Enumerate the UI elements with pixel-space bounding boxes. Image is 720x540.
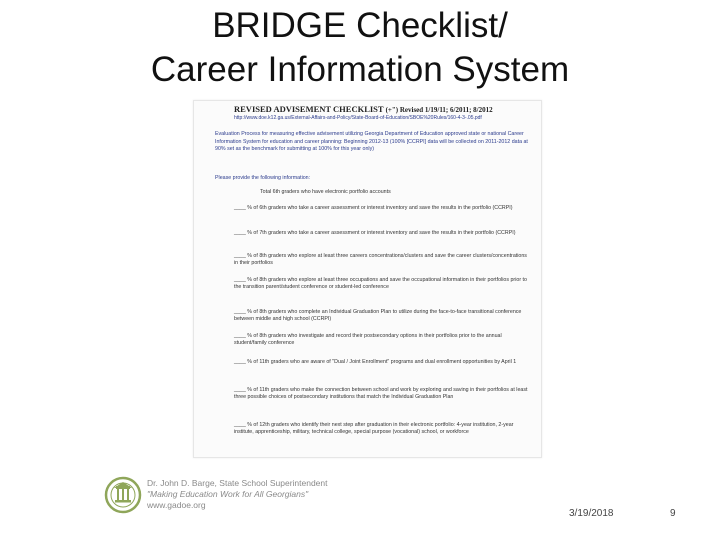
document-prompt: Please provide the following information:: [215, 175, 311, 181]
slide-title-line-1: BRIDGE Checklist/: [212, 6, 508, 45]
checklist-document: [193, 100, 542, 458]
slide-title-line-2: Career Information System: [150, 50, 570, 89]
checklist-item: ____ % of 7th graders who take a career assessment or interest inventory and save the results in their portfolio (CCRPI): [234, 230, 516, 236]
checklist-item: ____ % of 8th graders who complete an Individual Graduation Plan to utilize during the face-to-face transitional conference between middle and high school (CCRPI): [234, 309, 522, 322]
slide-date: 3/19/2018: [569, 508, 614, 519]
checklist-item: ____ % of 12th graders who identify their next step after graduation in their electronic portfolio: 4-year institution, 2-year institute, apprenticeship, military, technical college, special purpose (vocational) school, or workforce: [234, 422, 514, 435]
document-subhead: Total 6th graders who have electronic portfolio accounts: [260, 189, 391, 195]
georgia-doe-seal-logo: [104, 466, 142, 526]
checklist-item: ____ % of 8th graders who investigate and record their postsecondary options in their portfolios prior to the annual student/family conference: [234, 333, 502, 346]
document-header-title: REVISED ADVISEMENT CHECKLIST: [234, 104, 384, 114]
footer-website: www.gadoe.org: [147, 500, 206, 510]
checklist-item: ____ % of 8th graders who explore at least three occupations and save the occupational information in their portfolios prior to the transition parent/student conference or student-led conference: [234, 277, 527, 290]
checklist-item: ____ % of 11th graders who are aware of "Dual / Joint Enrollment" programs and dual enrollment opportunities by April 1: [234, 359, 517, 365]
document-header: [234, 104, 534, 114]
checklist-item: ____ % of 8th graders who explore at least three careers concentrations/clusters and save the career clusters/concentrations in their portfolios: [234, 253, 527, 266]
slide-title: [0, 4, 720, 92]
footer-text: [147, 478, 427, 511]
document-header-revised: (+") Revised 1/19/11; 6/2011; 8/2012: [385, 106, 493, 114]
footer-superintendent: Dr. John D. Barge, State School Superintendent: [147, 478, 328, 488]
slide-page-number: 9: [670, 508, 676, 519]
document-url: http://www.doe.k12.ga.us/External-Affairs-and-Policy/State-Board-of-Education/SBOE%20Rules/160-4-3-.05.pdf: [234, 115, 482, 121]
document-intro: Evaluation Process for measuring effective advisement utilizing Georgia Department of Education approved state or national Career Information System for education and career planning: Beginning 2012-13 (100% [CCRPI] data will be collected on 2011-2012 data at 90% set as the benchmark for submitting at 100% for this year only): [215, 131, 528, 153]
checklist-item: ____ % of 6th graders who take a career assessment or interest inventory and save the results in the portfolio (CCRPI): [234, 205, 513, 211]
footer-motto: "Making Education Work for All Georgians": [147, 489, 309, 499]
checklist-item: ____ % of 11th graders who make the connection between school and work by exploring and saving in their portfolios at least three possible choices of postsecondary institutions that match the Individual Graduation Plan: [234, 387, 528, 400]
